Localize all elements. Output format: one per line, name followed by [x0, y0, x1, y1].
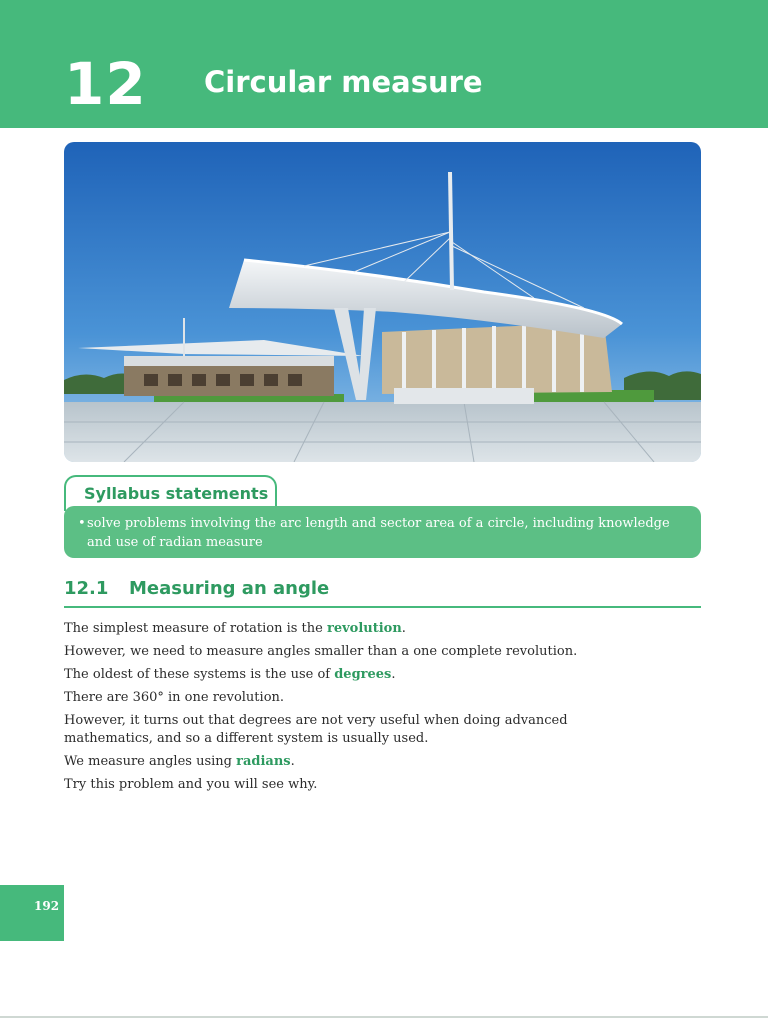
body-text	[64, 620, 584, 799]
syllabus-box	[64, 506, 701, 558]
syllabus-item	[78, 514, 687, 552]
section-number: 12.1	[64, 578, 109, 599]
paragraph: There are 360° in one revolution.	[64, 690, 285, 705]
stadium-photo	[64, 142, 701, 462]
page-number: 192	[34, 899, 60, 913]
syllabus-item-text: solve problems involving the arc length and sector area of a circle, including knowledge and use of radian measure	[87, 516, 670, 550]
key-term: revolution	[326, 621, 402, 636]
paragraph-text: .	[401, 621, 406, 636]
chapter-header	[0, 0, 768, 128]
paragraph-text: The simplest measure of rotation is the	[64, 621, 327, 636]
paragraph: Try this problem and you will see why.	[64, 777, 318, 792]
paragraph-text: We measure angles using	[64, 754, 237, 769]
paragraph	[64, 620, 584, 638]
chapter-title: Circular measure	[204, 65, 483, 99]
section-heading	[64, 576, 701, 608]
paragraph-text: The oldest of these systems is the use of	[64, 667, 335, 682]
section-title: Measuring an angle	[129, 578, 330, 599]
paragraph: However, it turns out that degrees are not very useful when doing advanced mathematics, and so a different system is usually used.	[64, 713, 568, 746]
paragraph	[64, 666, 584, 684]
paragraph-text: .	[290, 754, 295, 769]
paragraph: However, we need to measure angles smaller than a one complete revolution.	[64, 644, 578, 659]
paragraph-text: .	[391, 667, 396, 682]
bullet-icon: •	[78, 516, 86, 531]
chapter-number: 12	[64, 50, 147, 118]
page-number-tab	[0, 885, 64, 941]
page-bottom-divider	[0, 1016, 768, 1018]
paragraph	[64, 753, 584, 771]
key-term: radians	[236, 754, 291, 769]
key-term: degrees	[334, 667, 392, 682]
syllabus-heading: Syllabus statements	[84, 484, 269, 503]
